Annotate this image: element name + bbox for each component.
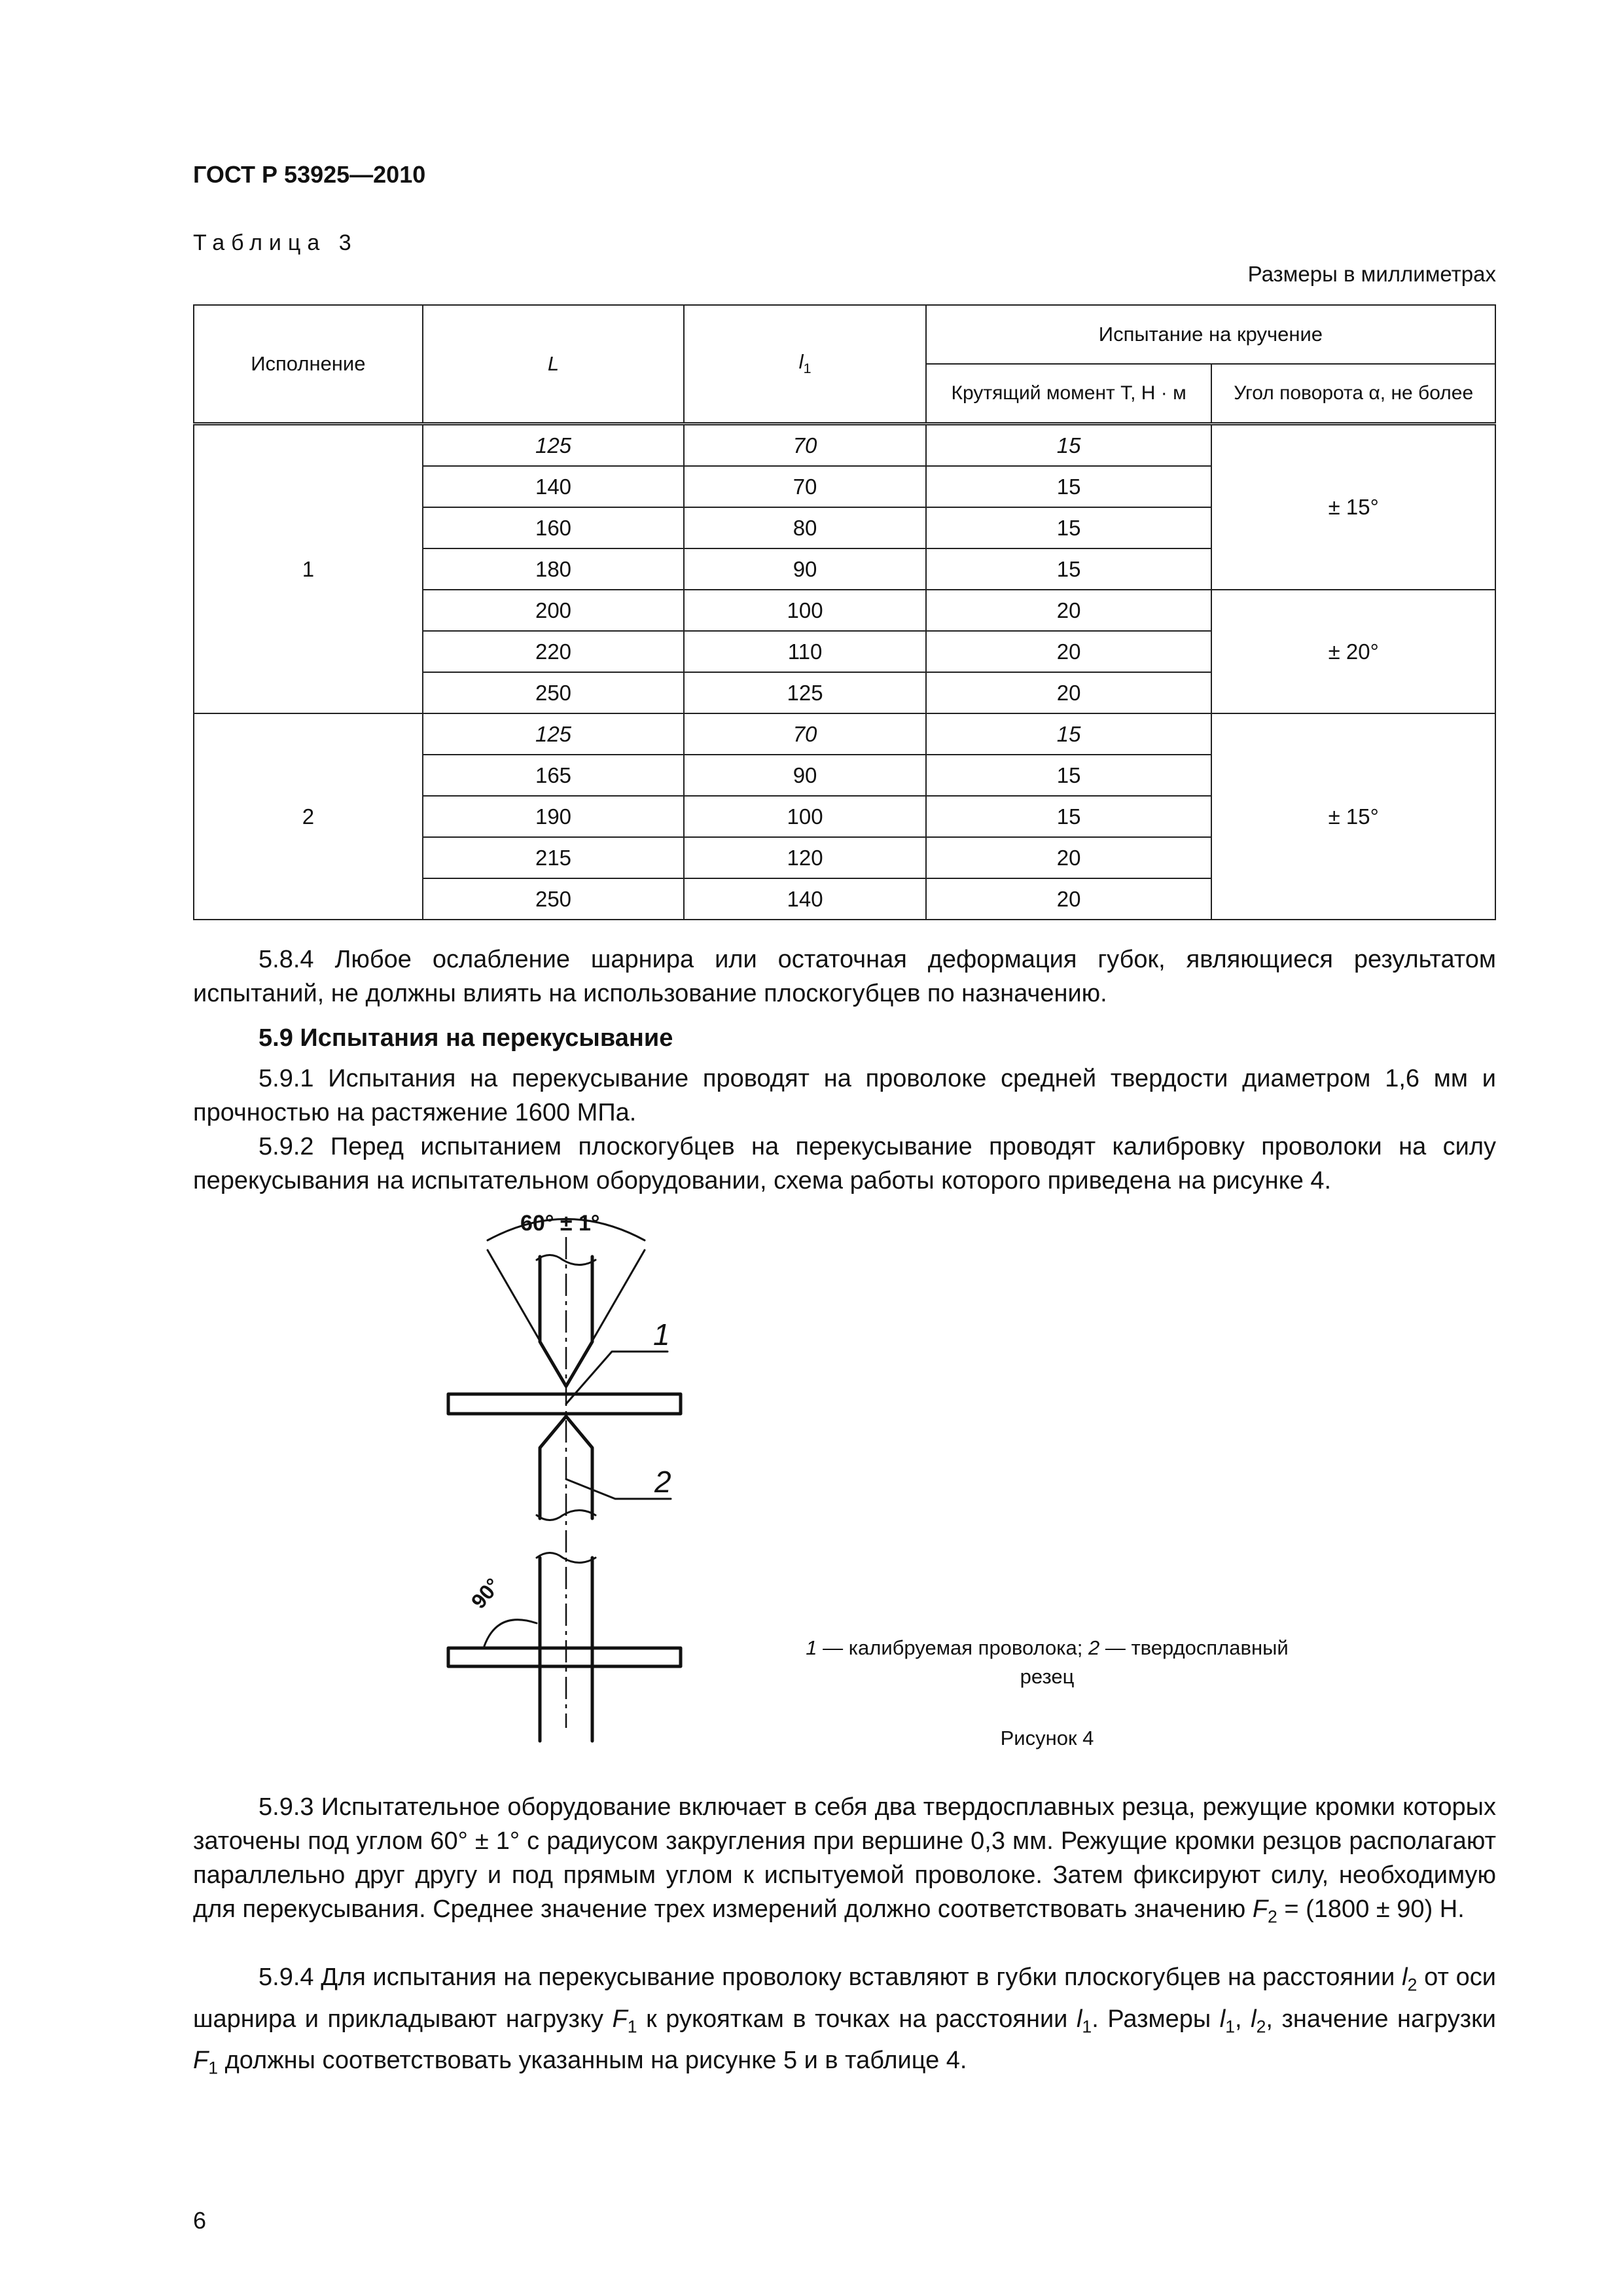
cell-torque: 20 [926,590,1212,631]
paragraph-5-9-3: 5.9.3 Испытательное оборудование включает в себя два твердосплавных резца, режущие кромки которых заточены под углом 60° ± 1° с радиусом закругления при вершине 0,3 мм. Режущие кромки резцов располагают параллельно друг другу и под прямым углом к испытуемой проволоке. Затем фиксируют силу, необходимую для перекусывания. Среднее значение трех измерений должно соответствовать значению $F_2 = (1800 \pm 90)$ Н. [193,1793,1496,1927]
cell-l1: 120 [684,837,926,878]
table-row [194,713,1495,755]
cell-torque: 20 [926,878,1212,920]
figure-legend: 1 — калибруемая проволока; 2 — твердосплавный резец [806,1636,1289,1688]
execution-cell: 1 [194,424,423,714]
cell-L: 215 [423,837,685,878]
callout-2: 2 [654,1465,671,1499]
cell-l1: 90 [684,548,926,590]
cell-l1: 110 [684,631,926,672]
cell-l1: 70 [684,466,926,507]
cell-angle: ± 15° [1211,713,1495,920]
cell-l1: 80 [684,507,926,548]
callout-1: 1 [653,1318,670,1352]
cell-torque: 20 [926,631,1212,672]
cell-l1: 90 [684,755,926,796]
cell-L: 165 [423,755,685,796]
figure-caption: Рисунок 4 [1000,1727,1094,1749]
cell-torque: 15 [926,466,1212,507]
header-execution: Исполнение [194,305,423,424]
cell-l1: 125 [684,672,926,713]
cell-L: 180 [423,548,685,590]
angle-label: 60° ± 1° [520,1211,600,1236]
table-units-note: Размеры в миллиметрах [1247,262,1496,286]
paragraph-5-9-2: 5.9.2 Перед испытанием плоскогубцев на перекусывание проводят калибровку проволоки на силу перекусывания на испытательном оборудовании, схема работы которого приведена на рисунке 4. [193,1133,1496,1194]
page-number: 6 [193,2207,207,2234]
side-view-wire [448,1648,681,1666]
cell-L: 125 [423,424,685,467]
cell-l1: 70 [684,713,926,755]
paragraph-5-9-4: 5.9.4 Для испытания на перекусывание проволоку вставляют в губки плоскогубцев на расстоянии $l_2$ от оси шарнира и прикладывают нагрузку $F_1$ к рукояткам в точках на расстоянии $l_1$. Размеры $l_1$, $l_2$, значение нагрузки $F_1$ должны соответствовать указанным на рисунке 5 и в таблице 4. [193,1964,1496,2078]
header-torque: Крутящий момент T, Н · м [926,364,1212,424]
figure-4-diagram [419,1204,720,1748]
cell-torque: 15 [926,507,1212,548]
cell-l1: 140 [684,878,926,920]
table-caption: Таблица 3 [193,230,358,255]
cell-angle: ± 15° [1211,424,1495,590]
cell-l1: 100 [684,590,926,631]
cell-L: 125 [423,713,685,755]
header-angle: Угол поворота α, не более [1211,364,1495,424]
header-L: L [423,305,685,424]
document-id: ГОСТ Р 53925—2010 [193,161,426,188]
cell-torque: 15 [926,796,1212,837]
header-torsion-test: Испытание на кручение [926,305,1495,364]
angle-90-label: 90° [466,1573,505,1613]
cell-torque: 20 [926,837,1212,878]
cell-L: 250 [423,878,685,920]
cell-torque: 20 [926,672,1212,713]
section-heading-5-9: 5.9 Испытания на перекусывание [259,1024,673,1052]
cell-torque: 15 [926,424,1212,467]
cell-L: 160 [423,507,685,548]
execution-cell: 2 [194,713,423,920]
cell-torque: 15 [926,713,1212,755]
cell-L: 220 [423,631,685,672]
right-angle-arc [484,1620,537,1646]
cell-L: 250 [423,672,685,713]
paragraph-5-8-4: 5.8.4 Любое ослабление шарнира или остаточная деформация губок, являющиеся результатом испытаний, не должны влиять на использование плоскогубцев по назначению. [193,946,1496,1007]
cell-l1: 70 [684,424,926,467]
wire [448,1394,681,1414]
header-l1: $l_1$ [684,305,926,424]
cell-l1: 100 [684,796,926,837]
cell-L: 140 [423,466,685,507]
cell-L: 190 [423,796,685,837]
cell-torque: 15 [926,548,1212,590]
paragraph-5-9-1: 5.9.1 Испытания на перекусывание проводят на проволоке средней твердости диаметром 1,6 мм и прочностью на растяжение 1600 МПа. [193,1065,1496,1126]
table-3 [193,304,1496,920]
cell-torque: 15 [926,755,1212,796]
table-row [194,424,1495,467]
cell-L: 200 [423,590,685,631]
cell-angle: ± 20° [1211,590,1495,713]
